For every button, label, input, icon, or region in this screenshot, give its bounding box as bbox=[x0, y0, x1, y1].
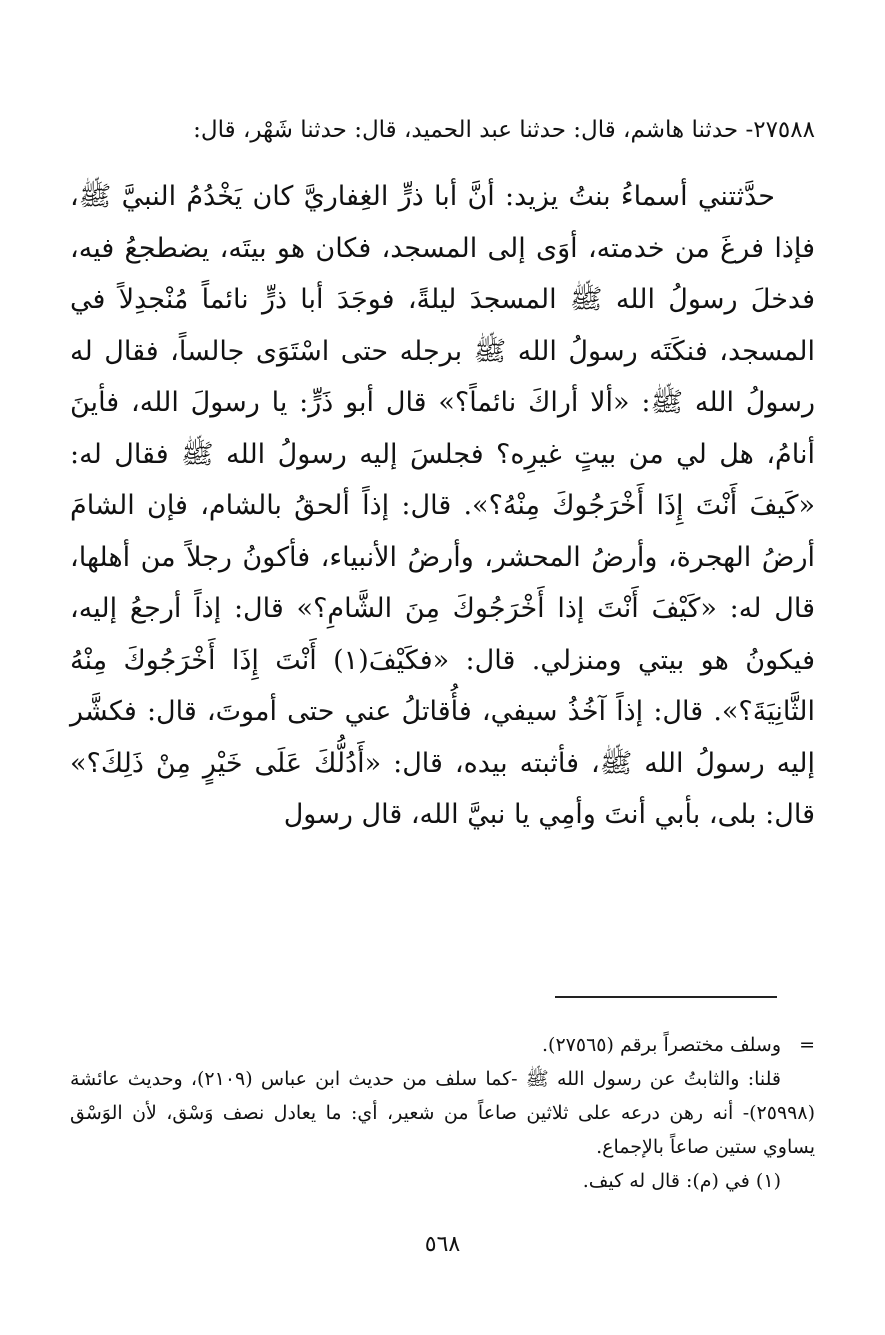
continuation-mark: = bbox=[799, 1034, 815, 1056]
footnote-1: (١) في (م): قال له كيف. bbox=[582, 1170, 781, 1192]
footnote-separator bbox=[555, 996, 777, 998]
footnotes bbox=[70, 1028, 815, 1198]
footnote-continuation bbox=[70, 1028, 815, 1062]
hadith-text: حدَّثتني أسماءُ بنتُ يزيد: أنَّ أبا ذرٍّ الغِفاريَّ كان يَخْدُمُ النبيَّ ﷺ، فإذا فرغَ من خدمته، أوَى إلى المسجد، فكان هو بيتَه، يضطجعُ فيه، فدخلَ رسولُ الله ﷺ المسجدَ ليلةً، فوجَدَ أبا ذرٍّ نائماً مُنْجدِلاً في المسجد، فنكَتَه رسولُ الله ﷺ برجله حتى اسْتَوَى جالساً، فقال له رسولُ الله ﷺ: «ألا أراكَ نائماً؟» قال أبو ذَرٍّ: يا رسولَ الله، فأينَ أنامُ، هل لي من بيتٍ غيرِه؟ فجلسَ إليه رسولُ الله ﷺ فقال له: «كَيفَ أَنْتَ إِذَا أَخْرَجُوكَ مِنْهُ؟». قال: إذاً ألحقُ بالشام، فإن الشامَ أرضُ الهجرة، وأرضُ المحشر، وأرضُ الأنبياء، فأكونُ رجلاً من أهلها، قال له: «كَيْفَ أَنْتَ إذا أَخْرَجُوكَ مِنَ الشَّامِ؟» قال: إذاً أرجعُ إليه، فيكونُ هو بيتي ومنزلي. قال: «فكَيْفَ(١) أَنْتَ إِذَا أَخْرَجُوكَ مِنْهُ الثَّانِيَةَ؟». قال: إذاً آخُذُ سيفي، فأُقاتلُ عني حتى أموتَ، قال: فكشَّر إليه رسولُ الله ﷺ، فأثبته بيده، قال: «أَدُلُّكَ عَلَى خَيْرٍ مِنْ ذَلِكَ؟» قال: بلى، بأبي أنتَ وأمِي يا نبيَّ الله، قال رسول bbox=[70, 181, 815, 830]
isnad-text: حدثنا هاشم، قال: حدثنا عبد الحميد، قال: حدثنا شَهْر، قال: bbox=[193, 117, 739, 143]
footnote-line-1: وسلف مختصراً برقم (٢٧٥٦٥). bbox=[542, 1034, 781, 1056]
hadith-body bbox=[70, 171, 815, 841]
footnote-line-2: قلنا: والثابتُ عن رسول الله ﷺ -كما سلف من حديث ابن عباس (٢١٠٩)، وحديث عائشة (٢٥٩٩٨)- أنه رهن درعه على ثلاثين صاعاً من شعير، أي: ما يعادل نصف وَسْق، لأن الوَسْق يساوي ستين صاعاً بالإجماع. bbox=[70, 1068, 815, 1158]
page-content bbox=[70, 110, 815, 841]
isnad-line bbox=[70, 110, 815, 151]
page-number: ٥٦٨ bbox=[424, 1232, 461, 1257]
hadith-number: ٢٧٥٨٨- bbox=[745, 117, 815, 143]
